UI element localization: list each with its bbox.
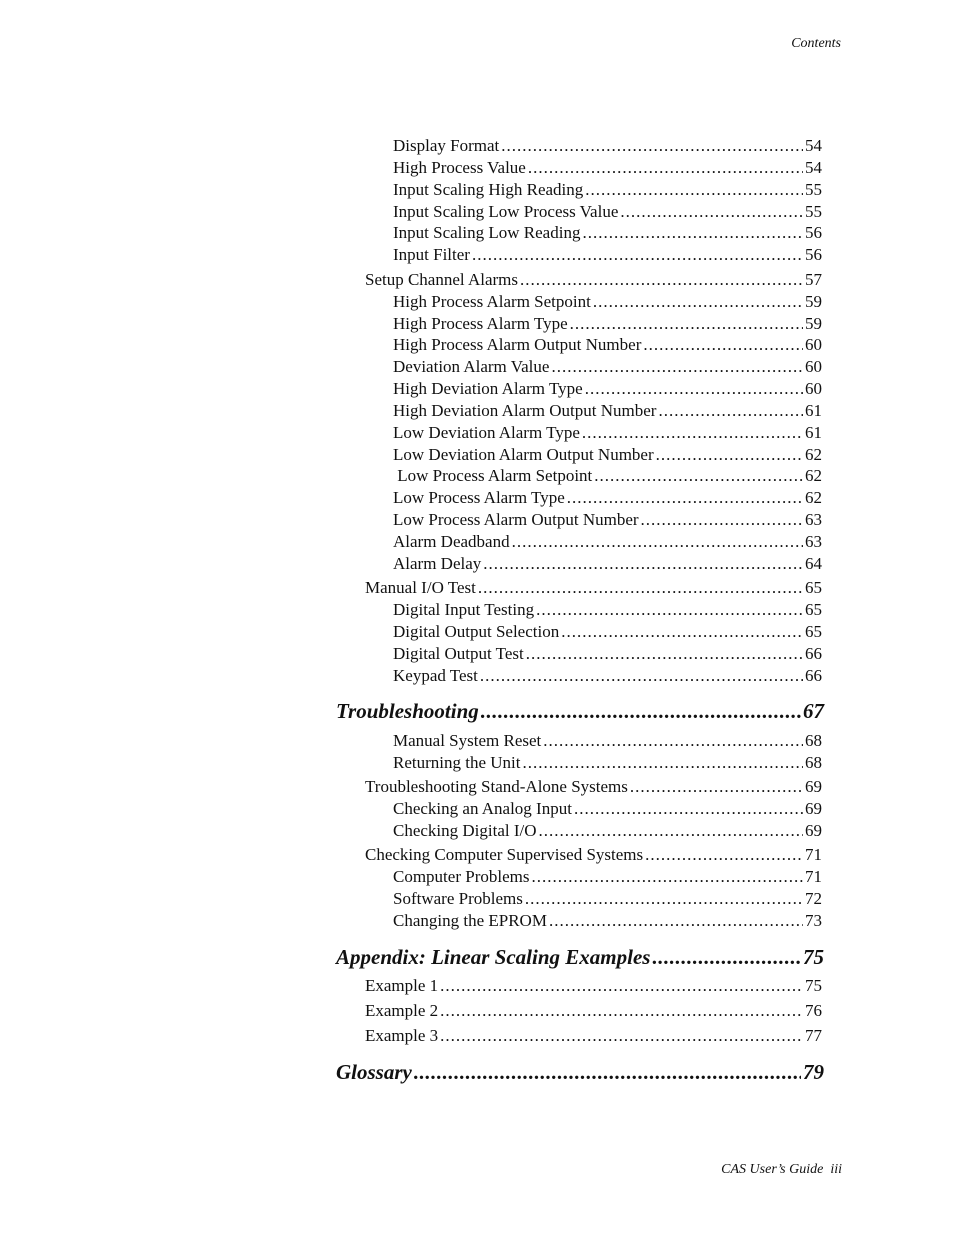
- toc-entry[interactable]: [393, 245, 822, 265]
- dot-leader: [525, 889, 803, 909]
- toc-page-number: 72: [805, 889, 822, 908]
- toc-entry-title: Low Deviation Alarm Output Number: [393, 445, 654, 464]
- toc-entry[interactable]: [393, 532, 822, 552]
- toc-page-number: 57: [805, 270, 822, 289]
- toc-entry[interactable]: [393, 379, 822, 399]
- dot-leader: [582, 223, 803, 243]
- toc-entry[interactable]: [393, 466, 822, 486]
- toc-entry-title: Digital Output Test: [393, 644, 524, 663]
- toc-entry-title: Checking an Analog Input: [393, 799, 572, 818]
- toc-chapter-entry[interactable]: [336, 1060, 824, 1084]
- toc-entry-title: High Process Alarm Output Number: [393, 335, 642, 354]
- toc-entry-title: Digital Output Selection: [393, 622, 560, 641]
- dot-leader: [593, 292, 803, 312]
- toc-entry-title: Digital Input Testing: [393, 600, 535, 619]
- toc-page-number: 63: [805, 532, 822, 551]
- toc-entry-title: Example 1: [365, 976, 439, 995]
- toc-page-number: 55: [805, 202, 822, 221]
- toc-entry-title: Manual I/O Test: [365, 578, 476, 597]
- dot-leader: [561, 622, 803, 642]
- toc-entry-title: High Process Alarm Type: [393, 314, 568, 333]
- toc-page-number: 62: [805, 445, 822, 464]
- dot-leader: [652, 945, 801, 969]
- toc-page-number: 59: [805, 292, 822, 311]
- dot-leader: [414, 1060, 801, 1084]
- toc-entry[interactable]: [393, 180, 822, 200]
- toc-entry[interactable]: [393, 644, 822, 664]
- dot-leader: [501, 136, 803, 156]
- toc-entry[interactable]: [365, 1026, 822, 1046]
- dot-leader: [440, 976, 803, 996]
- toc-page-number: 75: [803, 945, 824, 969]
- toc-entry-title: Low Process Alarm Setpoint: [393, 466, 593, 485]
- toc-entry-title: Software Problems: [393, 889, 523, 908]
- toc-page-number: 60: [805, 335, 822, 354]
- toc-entry[interactable]: [393, 445, 822, 465]
- toc-entry[interactable]: [393, 911, 822, 931]
- dot-leader: [549, 911, 803, 931]
- toc-page-number: 55: [805, 180, 822, 199]
- dot-leader: [512, 532, 803, 552]
- toc-page-number: 65: [805, 600, 822, 619]
- toc-page-number: 71: [805, 867, 822, 886]
- toc-entry[interactable]: [393, 753, 822, 773]
- dot-leader: [543, 731, 803, 751]
- toc-page-number: 61: [805, 401, 822, 420]
- dot-leader: [630, 777, 803, 797]
- toc-entry-title: Manual System Reset: [393, 731, 542, 750]
- toc-page-number: 54: [805, 158, 822, 177]
- toc-chapter-entry[interactable]: [336, 699, 824, 723]
- toc-entry[interactable]: [393, 136, 822, 156]
- toc-entry-title: Returning the Unit: [393, 753, 521, 772]
- dot-leader: [570, 314, 803, 334]
- dot-leader: [480, 666, 803, 686]
- dot-leader: [582, 423, 803, 443]
- running-head: Contents: [791, 36, 841, 51]
- toc-entry[interactable]: [393, 889, 822, 909]
- dot-leader: [585, 379, 803, 399]
- toc-page-number: 63: [805, 510, 822, 529]
- toc-entry-title: Keypad Test: [393, 666, 478, 685]
- toc-entry[interactable]: [393, 554, 822, 574]
- toc-entry[interactable]: [393, 488, 822, 508]
- toc-entry-title: Input Scaling Low Reading: [393, 223, 581, 242]
- dot-leader: [585, 180, 803, 200]
- dot-leader: [536, 600, 803, 620]
- toc-entry-title: Input Scaling High Reading: [393, 180, 584, 199]
- toc-entry-title: Low Deviation Alarm Type: [393, 423, 580, 442]
- toc-page-number: 66: [805, 644, 822, 663]
- dot-leader: [574, 799, 803, 819]
- dot-leader: [645, 845, 803, 865]
- toc-page-number: 69: [805, 777, 822, 796]
- toc-page-number: 66: [805, 666, 822, 685]
- toc-entry-title: Deviation Alarm Value: [393, 357, 550, 376]
- toc-page-number: 77: [805, 1026, 822, 1045]
- toc-entry[interactable]: [393, 357, 822, 377]
- toc-entry[interactable]: [393, 223, 822, 243]
- toc-entry[interactable]: [365, 270, 822, 290]
- toc-entry[interactable]: [393, 292, 822, 312]
- dot-leader: [620, 202, 803, 222]
- dot-leader: [520, 270, 803, 290]
- toc-page-number: 59: [805, 314, 822, 333]
- toc-page-number: 68: [805, 731, 822, 750]
- dot-leader: [656, 445, 803, 465]
- toc-entry[interactable]: [393, 799, 822, 819]
- toc-entry-title: Alarm Deadband: [393, 532, 510, 551]
- toc-page-number: 79: [803, 1060, 824, 1084]
- toc-entry[interactable]: [365, 976, 822, 996]
- toc-entry-title: Low Process Alarm Type: [393, 488, 565, 507]
- dot-leader: [594, 466, 803, 486]
- toc-entry-title: Checking Computer Supervised Systems: [365, 845, 644, 864]
- toc-entry[interactable]: [393, 423, 822, 443]
- toc-entry-title: High Deviation Alarm Output Number: [393, 401, 657, 420]
- toc-page-number: 62: [805, 488, 822, 507]
- toc-chapter-entry[interactable]: [336, 945, 824, 969]
- toc-entry-title: High Process Value: [393, 158, 526, 177]
- toc-page-number: 62: [805, 466, 822, 485]
- toc-entry[interactable]: [393, 510, 822, 530]
- toc-entry-title: Input Filter: [393, 245, 470, 264]
- toc-page-number: 68: [805, 753, 822, 772]
- dot-leader: [551, 357, 803, 377]
- dot-leader: [528, 158, 803, 178]
- toc-entry[interactable]: [393, 401, 822, 421]
- page-footer: CAS User’s Guide iii: [721, 1162, 842, 1177]
- toc-entry[interactable]: [365, 1001, 822, 1021]
- dot-leader: [440, 1026, 803, 1046]
- toc-entry[interactable]: [393, 202, 822, 222]
- dot-leader: [522, 753, 803, 773]
- toc-entry[interactable]: [393, 335, 822, 355]
- toc-entry-title: High Process Alarm Setpoint: [393, 292, 591, 311]
- toc-entry[interactable]: [393, 666, 822, 686]
- toc-entry[interactable]: [393, 314, 822, 334]
- toc-entry-title: High Deviation Alarm Type: [393, 379, 583, 398]
- toc-entry-title: Example 3: [365, 1026, 439, 1045]
- toc-entry-title: Troubleshooting Stand-Alone Systems: [365, 777, 628, 796]
- toc-page-number: 56: [805, 223, 822, 242]
- toc-page-number: 56: [805, 245, 822, 264]
- toc-entry[interactable]: [393, 731, 822, 751]
- toc-page-number: 76: [805, 1001, 822, 1020]
- toc-entry-title: Computer Problems: [393, 867, 530, 886]
- toc-page-number: 54: [805, 136, 822, 155]
- toc-entry-title: Low Process Alarm Output Number: [393, 510, 639, 529]
- dot-leader: [526, 644, 803, 664]
- toc-entry-title: Glossary: [336, 1060, 412, 1084]
- toc-page-number: 69: [805, 799, 822, 818]
- dot-leader: [567, 488, 803, 508]
- toc-page-number: 61: [805, 423, 822, 442]
- toc-entry[interactable]: [393, 158, 822, 178]
- toc-entry[interactable]: [365, 845, 822, 865]
- toc-page-number: 71: [805, 845, 822, 864]
- toc-page-number: 60: [805, 379, 822, 398]
- toc-page-number: 73: [805, 911, 822, 930]
- toc-page-number: 69: [805, 821, 822, 840]
- dot-leader: [472, 245, 803, 265]
- toc-page-number: 67: [803, 699, 824, 723]
- toc-entry-title: Changing the EPROM: [393, 911, 547, 930]
- dot-leader: [643, 335, 803, 355]
- toc-entry[interactable]: [393, 622, 822, 642]
- toc-page-number: 75: [805, 976, 822, 995]
- toc-page-number: 60: [805, 357, 822, 376]
- toc-page-number: 65: [805, 578, 822, 597]
- toc-page-number: 64: [805, 554, 822, 573]
- toc-entry-title: Appendix: Linear Scaling Examples: [336, 945, 651, 969]
- toc-entry[interactable]: [393, 867, 822, 887]
- toc-entry-title: Display Format: [393, 136, 500, 155]
- dot-leader: [483, 554, 803, 574]
- toc-entry-title: Troubleshooting: [336, 699, 479, 723]
- toc-entry[interactable]: [365, 578, 822, 598]
- toc-entry-title: Example 2: [365, 1001, 439, 1020]
- toc-entry-title: Input Scaling Low Process Value: [393, 202, 619, 221]
- toc-entry[interactable]: [393, 821, 822, 841]
- toc-entry-title: Alarm Delay: [393, 554, 482, 573]
- dot-leader: [478, 578, 803, 598]
- toc-entry-title: Checking Digital I/O: [393, 821, 537, 840]
- toc-entry[interactable]: [393, 600, 822, 620]
- dot-leader: [658, 401, 803, 421]
- toc-entry-title: Setup Channel Alarms: [365, 270, 518, 289]
- toc-page-number: 65: [805, 622, 822, 641]
- dot-leader: [641, 510, 803, 530]
- toc-entry[interactable]: [365, 777, 822, 797]
- dot-leader: [481, 699, 801, 723]
- dot-leader: [440, 1001, 803, 1021]
- dot-leader: [539, 821, 803, 841]
- dot-leader: [531, 867, 803, 887]
